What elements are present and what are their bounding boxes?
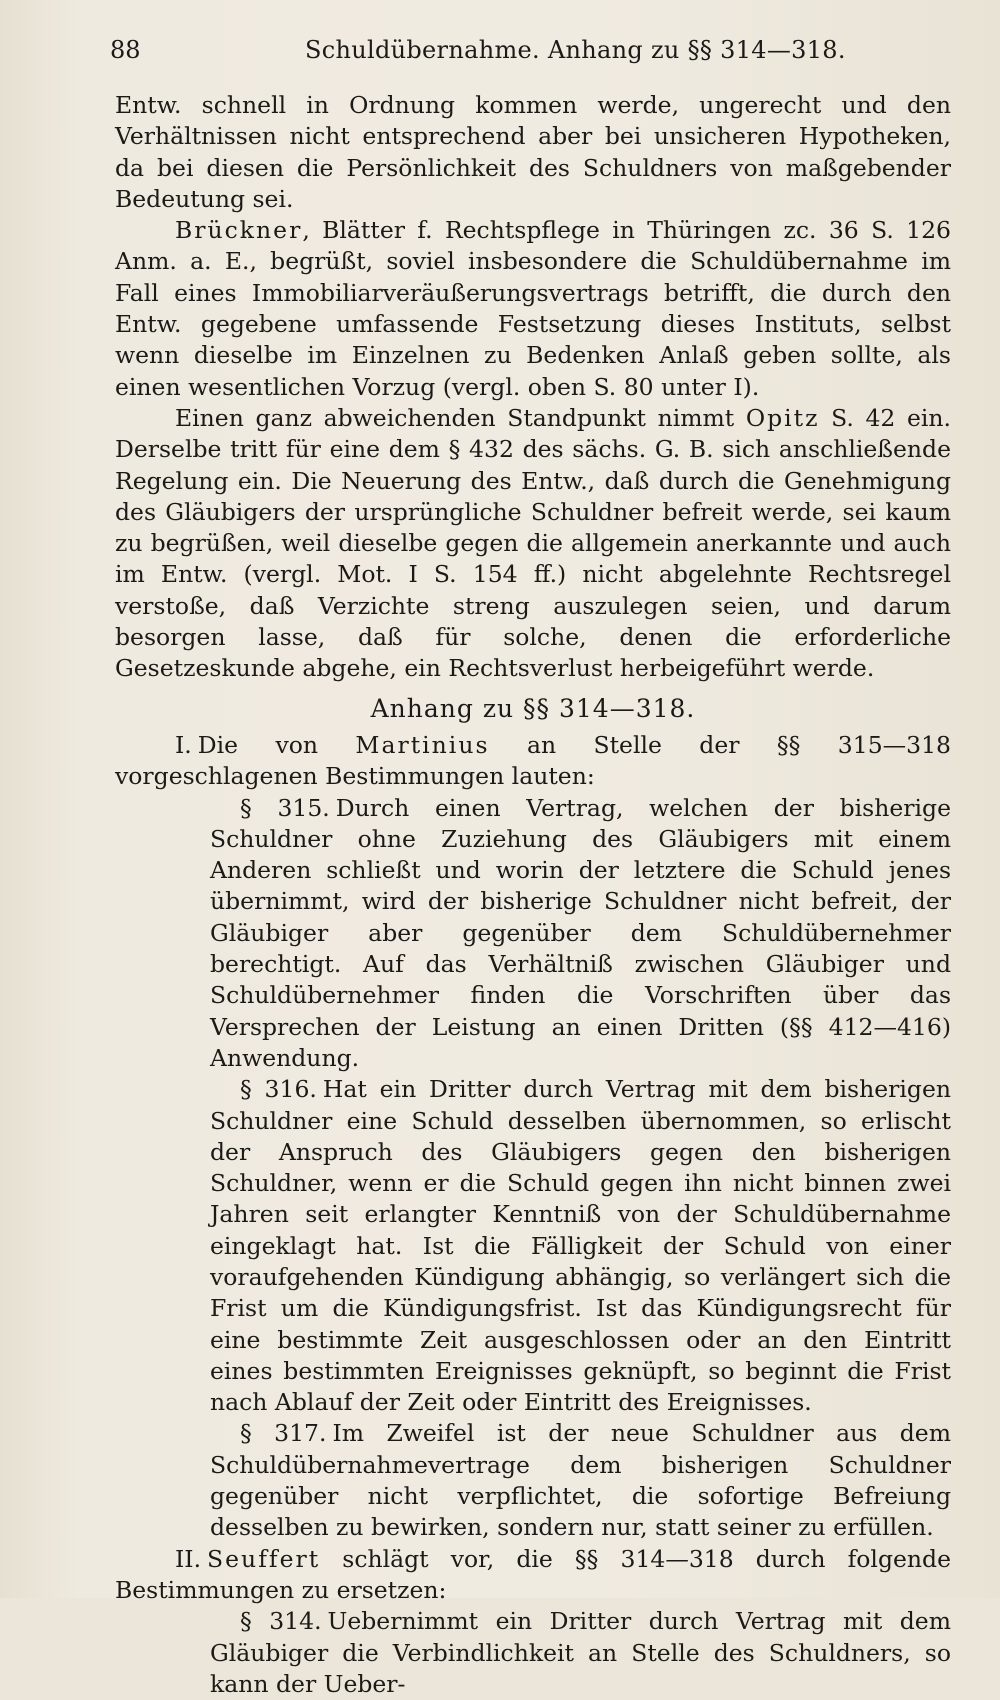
paragraph-opitz-text: S. 42 ein. Derselbe tritt für eine dem § 432 des sächs. G. B. sich anschließende Regelung ein. Die Neuerung des Entw., daß durch die Genehmigung des Gläubigers der ursprüngliche Schuldner befreit werde, sei kaum zu begrüßen, weil dieselbe gegen die allgemein anerkannte und auch im Entw. (vergl. Mot. I S. 154 ff.) nicht abgelehnte Rechtsregel verstoße, daß Verzichte streng auszulegen seien, und darum besorgen lasse, daß für solche, denen die erforderliche Gesetzeskunde abgehe, ein Rechtsverlust herbeigeführt werde. [115,403,951,683]
section-label-ii: II. [175,1544,202,1573]
paragraph-martinius-lead: Die von [197,730,356,759]
page-body [115,90,951,1700]
paragraph-brueckner [115,215,951,403]
paragraph-entw: Entw. schnell in Ordnung kommen werde, ungerecht und den Verhältnissen nicht entsprechend aber bei unsicheren Hypotheken, da bei diesen die Persönlichkeit des Schuldners von maßgebender Bedeutung sei. [115,91,951,213]
paragraph-martinius [115,730,951,793]
proposal-par-317 [210,1418,951,1543]
par-label-316: § 316. [240,1075,317,1104]
proposal-par-314-text: Uebernimmt ein Dritter durch Vertrag mit dem Gläubiger die Verbindlichkeit an Stelle des Schuldners, so kann der Ueber- [210,1607,951,1698]
paragraph-brueckner-text: , Blätter f. Rechtspflege in Thüringen zc. 36 S. 126 Anm. a. E., begrüßt, soviel insbesondere die Schuldübernahme im Fall eines Immobiliarveräußerungsvertrags betrifft, die durch den Entw. gegebene umfassende Festsetzung dieses Instituts, selbst wenn dieselbe im Einzelnen zu Bedenken Anlaß geben sollte, als einen wesentlichen Vorzug (vergl. oben S. 80 unter I). [115,216,951,401]
proposal-par-317-text: Im Zweifel ist der neue Schuldner aus dem Schuldübernahmevertrage dem bisherigen Schuldner gegenüber nicht verpflichtet, die sofortige Befreiung desselben zu bewirken, sondern nur, statt seiner zu erfüllen. [210,1419,951,1542]
author-name-brueckner: Brückner [175,216,303,245]
par-label-317: § 317. [240,1419,327,1448]
paragraph-seuffert-text: schlägt vor, die §§ 314—318 durch folgende Bestimmungen zu ersetzen: [115,1544,951,1604]
proposal-par-316 [210,1074,951,1418]
author-name-seuffert: Seuffert [207,1544,321,1573]
author-name-opitz: Opitz [745,403,820,432]
proposal-par-314 [210,1606,951,1700]
paragraph-seuffert [115,1544,951,1607]
proposal-par-315 [210,793,951,1075]
page-number: 88 [110,36,141,64]
paragraph-opitz [115,403,951,685]
paragraph-martinius-text: an Stelle der §§ 315—318 vorgeschlagenen Bestimmungen lauten: [115,730,951,791]
paragraph-opitz-lead: Einen ganz abweichenden Standpunkt nimmt [175,403,746,432]
section-label-i: I. [175,730,192,759]
section-title: Anhang zu §§ 314—318. [370,693,696,723]
author-name-martinius: Martinius [355,730,490,759]
proposal-par-315-text: Durch einen Vertrag, welchen der bisherige Schuldner ohne Zuziehung des Gläubigers mit einem Anderen schließt und worin der letztere die Schuld jenes übernimmt, wird der bisherige Schuldner nicht befreit, der Gläubiger aber gegenüber dem Schuldübernehmer berechtigt. Auf das Verhältniß zwischen Gläubiger und Schuldübernehmer finden die Vorschriften über das Versprechen der Leistung an einen Dritten (§§ 412—416) Anwendung. [210,793,951,1072]
par-label-314: § 314. [240,1607,322,1636]
running-title: Schuldübernahme. Anhang zu §§ 314—318. [305,36,846,64]
par-label-315: § 315. [240,793,330,822]
proposal-par-316-text: Hat ein Dritter durch Vertrag mit dem bisherigen Schuldner eine Schuld desselben übernommen, so erlischt der Anspruch des Gläubigers gegen den bisherigen Schuldner, wenn er die Schuld gegen ihn nicht binnen zwei Jahren seit erlangter Kenntniß von der Schuldübernahme eingeklagt hat. Ist die Fälligkeit der Schuld von einer voraufgehenden Kündigung abhängig, so verlängert sich die Frist um die Kündigungsfrist. Ist das Kündigungsrecht für eine bestimmte Zeit ausgeschlossen oder an den Eintritt eines bestimmten Ereignisses geknüpft, so beginnt die Frist nach Ablauf der Zeit oder Eintritt des Ereignisses. [210,1075,951,1417]
